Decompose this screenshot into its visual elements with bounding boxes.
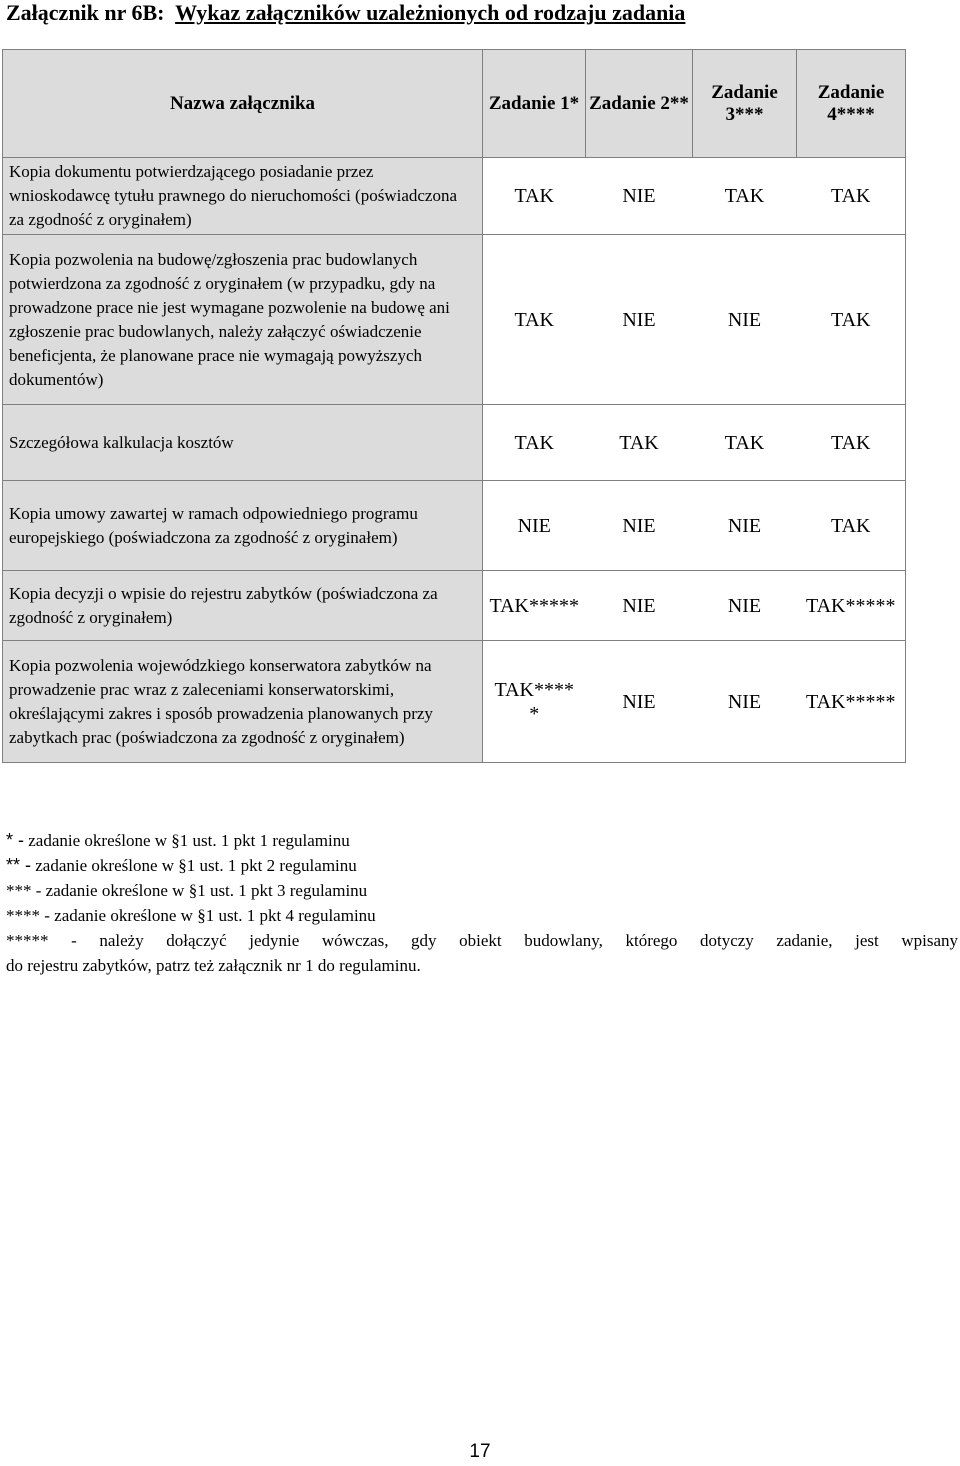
footnote: ***** - należy dołączyć jedynie wówczas, gdy obiekt budowlany, którego dotyczy zadanie, jest wpisany: [6, 931, 958, 950]
row-name: Kopia umowy zawartej w ramach odpowiedniego programu europejskiego (poświadczona za zgodność z oryginałem): [3, 481, 483, 571]
row-value: TAK: [483, 158, 586, 235]
header-zadanie-2: Zadanie 2**: [586, 50, 693, 158]
table-row: [3, 235, 906, 405]
row-value: TAK: [797, 405, 906, 481]
header-zadanie-4: Zadanie 4****: [797, 50, 906, 158]
row-value: NIE: [693, 641, 797, 763]
row-value: TAK: [693, 158, 797, 235]
page-title: [6, 0, 685, 26]
row-value: NIE: [693, 481, 797, 571]
header-zadanie-3: Zadanie 3***: [693, 50, 797, 158]
table-row: [3, 641, 906, 763]
row-value: TAK: [797, 481, 906, 571]
row-value: TAK: [586, 405, 693, 481]
row-value: TAK*****: [797, 571, 906, 641]
footnote: ** - zadanie określone w §1 ust. 1 pkt 2 regulaminu: [6, 855, 357, 875]
page-number: 17: [469, 1441, 491, 1462]
row-value: TAK: [483, 235, 586, 405]
attachments-table: [2, 49, 906, 763]
row-name: Kopia dokumentu potwierdzającego posiadanie przez wnioskodawcę tytułu prawnego do nieruchomości (poświadczona za zgodność z oryginałem): [3, 158, 483, 235]
row-value: NIE: [693, 235, 797, 405]
row-name: Kopia pozwolenia na budowę/zgłoszenia prac budowlanych potwierdzona za zgodność z oryginałem (w przypadku, gdy na prowadzone prace nie jest wymagane pozwolenie na budowę ani zgłoszenie prac budowlanych, należy załączyć oświadczenie beneficjenta, że planowane prace nie wymagają powyższych dokumentów): [3, 235, 483, 405]
table-header-row: [3, 50, 906, 158]
row-value: NIE: [586, 481, 693, 571]
row-value: NIE: [586, 235, 693, 405]
row-value: NIE: [483, 481, 586, 571]
footnotes: [6, 828, 958, 978]
table-row: [3, 158, 906, 235]
title-prefix: Załącznik nr 6B:: [6, 0, 165, 25]
footnote: *** - zadanie określone w §1 ust. 1 pkt 3 regulaminu: [6, 881, 368, 900]
row-value: TAK: [797, 158, 906, 235]
table-row: [3, 405, 906, 481]
row-value: NIE: [586, 158, 693, 235]
row-name: Szczegółowa kalkulacja kosztów: [3, 405, 483, 481]
row-value: TAK: [483, 405, 586, 481]
row-value: NIE: [693, 571, 797, 641]
row-name: Kopia decyzji o wpisie do rejestru zabytków (poświadczona za zgodność z oryginałem): [3, 571, 483, 641]
row-value: TAK*****: [483, 641, 586, 763]
footnote: * - zadanie określone w §1 ust. 1 pkt 1 regulaminu: [6, 830, 350, 850]
row-value: NIE: [586, 641, 693, 763]
row-name: Kopia pozwolenia wojewódzkiego konserwatora zabytków na prowadzenie prac wraz z zaleceniami konserwatorskimi, określającymi zakres i sposób prowadzenia planowanych przy zabytkach prac (poświadczona za zgodność z oryginałem): [3, 641, 483, 763]
header-zadanie-1: Zadanie 1*: [483, 50, 586, 158]
header-name: Nazwa załącznika: [3, 50, 483, 158]
footnote: **** - zadanie określone w §1 ust. 1 pkt 4 regulaminu: [6, 906, 376, 925]
row-value: TAK: [693, 405, 797, 481]
table-row: [3, 571, 906, 641]
row-value: NIE: [586, 571, 693, 641]
row-value: TAK*****: [797, 641, 906, 763]
row-value: TAK*****: [483, 571, 586, 641]
table-row: [3, 481, 906, 571]
footnote-continuation: do rejestru zabytków, patrz też załącznik nr 1 do regulaminu.: [6, 956, 421, 975]
title-text: Wykaz załączników uzależnionych od rodzaju zadania: [175, 0, 686, 25]
row-value: TAK: [797, 235, 906, 405]
